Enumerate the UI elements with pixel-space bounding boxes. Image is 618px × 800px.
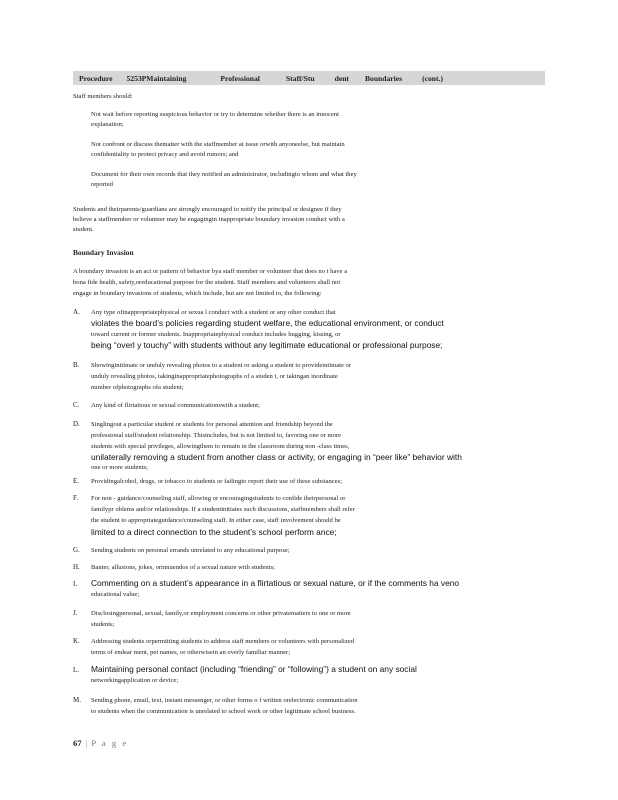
procedure-header-bar — [73, 71, 545, 85]
item-b-line3: number ofphotographs ofa student; — [91, 384, 184, 391]
header-dent: dent — [334, 73, 349, 83]
item-d-line5: one or more students; — [91, 464, 148, 471]
item-l-line1: Maintaining personal contact (including “friending” or “following”) a student on any social — [91, 664, 417, 674]
para1-line3: student. — [73, 226, 94, 233]
item-k-line2: terms of endear ment, pet names, or otherwisein an overly familiar manner; — [91, 649, 291, 656]
section-title: Boundary Invasion — [73, 248, 134, 257]
header-procedure: Procedure — [79, 73, 113, 83]
para1-line1: Students and theirparents/guardians are strongly encouraged to notify the principal or designee if they — [73, 206, 342, 213]
item-e-letter: E. — [73, 477, 80, 485]
page-footer — [73, 738, 128, 748]
item-c-line1: Any kind of flirtatious or sexual communicationswith a student; — [91, 402, 260, 409]
header-boundaries: Boundaries — [364, 73, 403, 83]
item-a-letter: A. — [73, 308, 80, 316]
item-m-line2: to students when the communication is unrelated to school work or other legitimate school business. — [91, 708, 356, 715]
item-d-line4: unilaterally removing a student from another class or activity, or engaging in “peer like” behavior with — [91, 452, 462, 462]
item-d-letter: D. — [73, 420, 80, 428]
item-i-letter: I. — [73, 580, 78, 588]
header-number: 5253PMaintaining — [126, 73, 187, 83]
item-k-line1: Addressing students orpermitting students to address staff members or volunteers with personalized — [91, 638, 355, 645]
item-i-line2: educational value; — [91, 591, 140, 598]
item-b-letter: B. — [73, 361, 80, 369]
intro-text: Staff members should: — [73, 93, 133, 100]
bullet-1-line2: explanation; — [91, 121, 124, 128]
bullet-3-line2: reported — [91, 181, 113, 188]
page-label: P a g e — [91, 738, 129, 748]
bullet-2-line2: confidentiality to protect privacy and avoid rumors; and — [91, 151, 239, 158]
item-d-line3: students with special privileges, allowingthem to remain in the classroom during non -class times, — [91, 443, 350, 450]
item-j-letter: J. — [73, 609, 78, 617]
item-f-line1: For non - guidance/counseling staff, allowing or encouragingstudents to confide theirpersonal or — [91, 495, 346, 502]
item-b-line1: Showinginitimate or unduly revealing photos to a student or asking a student to provideintimate or — [91, 362, 352, 369]
page-number: 67 — [73, 738, 82, 748]
item-a-line4: being “overl y touchy” with students without any legitimate educational or professional purpose; — [91, 340, 443, 350]
para2-line2: bona fide health, safety,oreducational purpose for the student. Staff members and volunteers shall not — [73, 279, 341, 286]
item-a-line2: violates the board’s policies regarding student welfare, the educational environment, or conduct — [91, 318, 444, 328]
bullet-2-line1: Not confront or discuss thematter with the staffmember at issue orwith anyoneelse, but maintain — [91, 141, 345, 148]
item-b-line2: unduly revealing photos, takinginappropriatephotographs of a studen t, or takingan inordinate — [91, 373, 338, 380]
header-professional: Professional — [220, 73, 260, 83]
item-f-line2: familypr oblems and/or relationships. If a studentinitiates such discussions, staffmembers shall refer — [91, 506, 355, 513]
item-l-letter: L. — [73, 666, 80, 674]
para2-line1: A boundary invasion is an act or pattern of behavior bya staff member or volunteer that does no t have a — [73, 268, 348, 275]
footer-separator: | — [85, 738, 88, 748]
item-i-line1: Commenting on a student’s appearance in a flirtatious or sexual nature, or if the comments ha veno — [91, 578, 460, 588]
item-g-letter: G. — [73, 546, 80, 554]
bullet-1-line1: Not wait before reporting suspicious behavior or try to determine whether there is an innocent — [91, 111, 339, 118]
item-d-line1: Singlingout a particular student or students for personal attention and friendship beyond the — [91, 421, 333, 428]
item-m-letter: M. — [73, 696, 81, 704]
item-g-line1: Sending students on personal errands unrelated to any educational purpose; — [91, 547, 290, 554]
item-a-line3: toward current or former students. Inappropriatephysical conduct includes hugging, kissing, or — [91, 331, 341, 338]
item-h-line1: Banter, allusions, jokes, orinnuendos of a sexual nature with students; — [91, 564, 275, 571]
item-k-letter: K. — [73, 637, 80, 645]
item-c-letter: C. — [73, 401, 80, 409]
item-f-line4: limited to a direct connection to the student’s school perform ance; — [91, 527, 337, 537]
item-a-line1: Any type ofinappropriatephysical or sexua l conduct with a student or any other conduct that — [91, 309, 336, 316]
item-e-line1: Providingalcohol, drugs, or tobacco to students or failingto report their use of these substances; — [91, 478, 343, 485]
item-m-line1: Sending phone, email, text, instant messenger, or other forms o f written orelectronic communication — [91, 697, 358, 704]
para1-line2: believe a staffmember or volunteer may be engagingin inappropriate boundary invasion conduct with a — [73, 216, 345, 223]
item-f-line3: the student to appropriateguidance/counseling staff. In either case, staff involvement should be — [91, 517, 341, 524]
item-f-letter: F. — [73, 494, 79, 502]
para2-line3: engage in boundary invasions of students, which include, but are not limited to, the following: — [73, 290, 322, 297]
item-j-line1: Disclosingpersonal, sexual, family,or employment concerns or other privatematters to one or more — [91, 610, 351, 617]
bullet-3-line1: Document for their own records that they notified an administrator, includingto whom and what they — [91, 171, 357, 178]
header-staff: Staff/Stu — [285, 73, 315, 83]
item-h-letter: H. — [73, 563, 80, 571]
item-d-line2: professional staff/student relationship. Thisincludes, but is not limited to, favoring one or more — [91, 432, 342, 439]
header-cont: (cont.) — [422, 73, 443, 83]
item-j-line2: students; — [91, 621, 115, 628]
item-l-line2: networkingapplication or device; — [91, 677, 179, 684]
